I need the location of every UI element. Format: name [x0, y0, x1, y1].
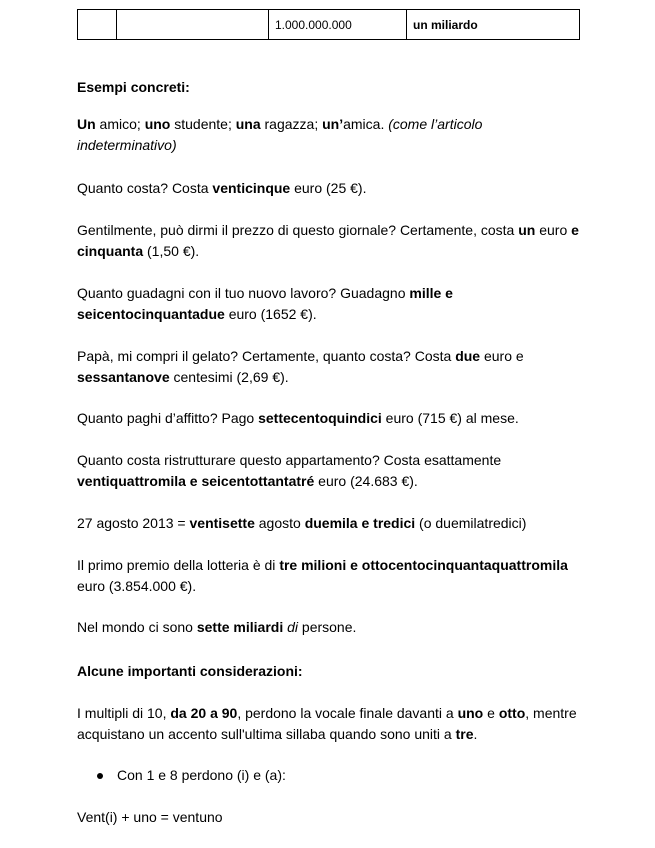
example-apartment [77, 450, 579, 492]
bullet-text: Con 1 e 8 perdono (i) e (a): [117, 767, 286, 783]
text-bold: tre milioni e ottocentocinquantaquattromila [279, 557, 568, 573]
text-bold: mille e seicentocinquantadue [77, 285, 453, 322]
text: agosto [254, 515, 305, 531]
example-date [77, 513, 579, 534]
text-bold: Un [77, 116, 96, 132]
text-bold: una [235, 116, 261, 132]
text-bold: sette miliardi [196, 619, 284, 635]
text-italic: di [287, 619, 299, 635]
text: euro [535, 222, 572, 238]
examples-heading: Esempi concreti: [77, 79, 190, 95]
text-bold: uno [457, 705, 484, 721]
example-salary [77, 283, 579, 325]
table-cell [78, 10, 117, 40]
text: (o duemilatredici) [415, 515, 527, 531]
text: 27 agosto 2013 = [77, 515, 190, 531]
rule-multiples [77, 703, 579, 745]
table-cell-words: un miliardo [407, 10, 580, 40]
example-articles [77, 114, 579, 156]
text: amica. [343, 116, 389, 132]
text: (1,50 €). [143, 243, 200, 259]
text-bold: settecentoquindici [258, 410, 382, 426]
text-bold: un’ [322, 116, 344, 132]
text: Gentilmente, può dirmi il prezzo di questo giornale? Certamente, costa [77, 222, 519, 238]
text: ragazza; [260, 116, 323, 132]
text: euro (1652 €). [224, 306, 317, 322]
text: Quanto paghi d’affitto? Pago [77, 410, 259, 426]
example-rent [77, 408, 579, 429]
table-cell-digits: 1.000.000.000 [269, 10, 407, 40]
table-row [78, 10, 580, 40]
text: euro (715 €) al mese. [381, 410, 519, 426]
text-italic: (come l’articolo indeterminativo) [77, 116, 483, 153]
example-world [77, 617, 579, 638]
text: studente; [170, 116, 236, 132]
text-bold: e cinquanta [77, 222, 579, 259]
text: euro e [480, 348, 524, 364]
text: , mentre acquistano un accento sull'ultima sillaba quando sono uniti a [77, 705, 577, 742]
text: euro (3.854.000 €). [77, 578, 197, 594]
text: I multipli di 10, [77, 705, 171, 721]
text: euro (24.683 €). [314, 473, 418, 489]
text: Quanto guadagni con il tuo nuovo lavoro? Guadagno [77, 285, 410, 301]
text-bold: otto [498, 705, 526, 721]
text: . [473, 726, 478, 742]
text: Quanto costa? Costa [77, 180, 213, 196]
text: Papà, mi compri il gelato? Certamente, quanto costa? Costa [77, 348, 456, 364]
text: Quanto costa ristrutturare questo appartamento? Costa esattamente [77, 452, 502, 468]
example-lottery [77, 555, 579, 597]
considerations-heading: Alcune importanti considerazioni: [77, 663, 303, 679]
text-bold: ventiquattromila e seicentottantatré [77, 473, 315, 489]
bullet-dot-icon [97, 773, 103, 779]
text: Il primo premio della lotteria è di [77, 557, 280, 573]
text-bold: ventisette [189, 515, 255, 531]
text: euro (25 €). [290, 180, 367, 196]
text: , perdono la vocale finale davanti a [237, 705, 458, 721]
text: amico; [95, 116, 145, 132]
text-bold: tre [455, 726, 474, 742]
text: e [483, 705, 499, 721]
table-cell [117, 10, 269, 40]
example-newspaper [77, 220, 579, 262]
text-bold: uno [144, 116, 171, 132]
text-bold: un [518, 222, 536, 238]
numbers-table [77, 9, 580, 40]
text-bold: venticinque [212, 180, 291, 196]
text: centesimi (2,69 €). [169, 369, 289, 385]
text-bold: duemila e tredici [304, 515, 416, 531]
text: persone. [298, 619, 357, 635]
text-bold: sessantanove [77, 369, 170, 385]
example-price-25 [77, 178, 579, 199]
bullet-item [97, 765, 577, 786]
example-icecream [77, 346, 579, 388]
text-bold: da 20 a 90 [170, 705, 238, 721]
text: Nel mondo ci sono [77, 619, 197, 635]
formula-ventuno: Vent(i) + uno = ventuno [77, 809, 223, 825]
text-bold: due [455, 348, 481, 364]
